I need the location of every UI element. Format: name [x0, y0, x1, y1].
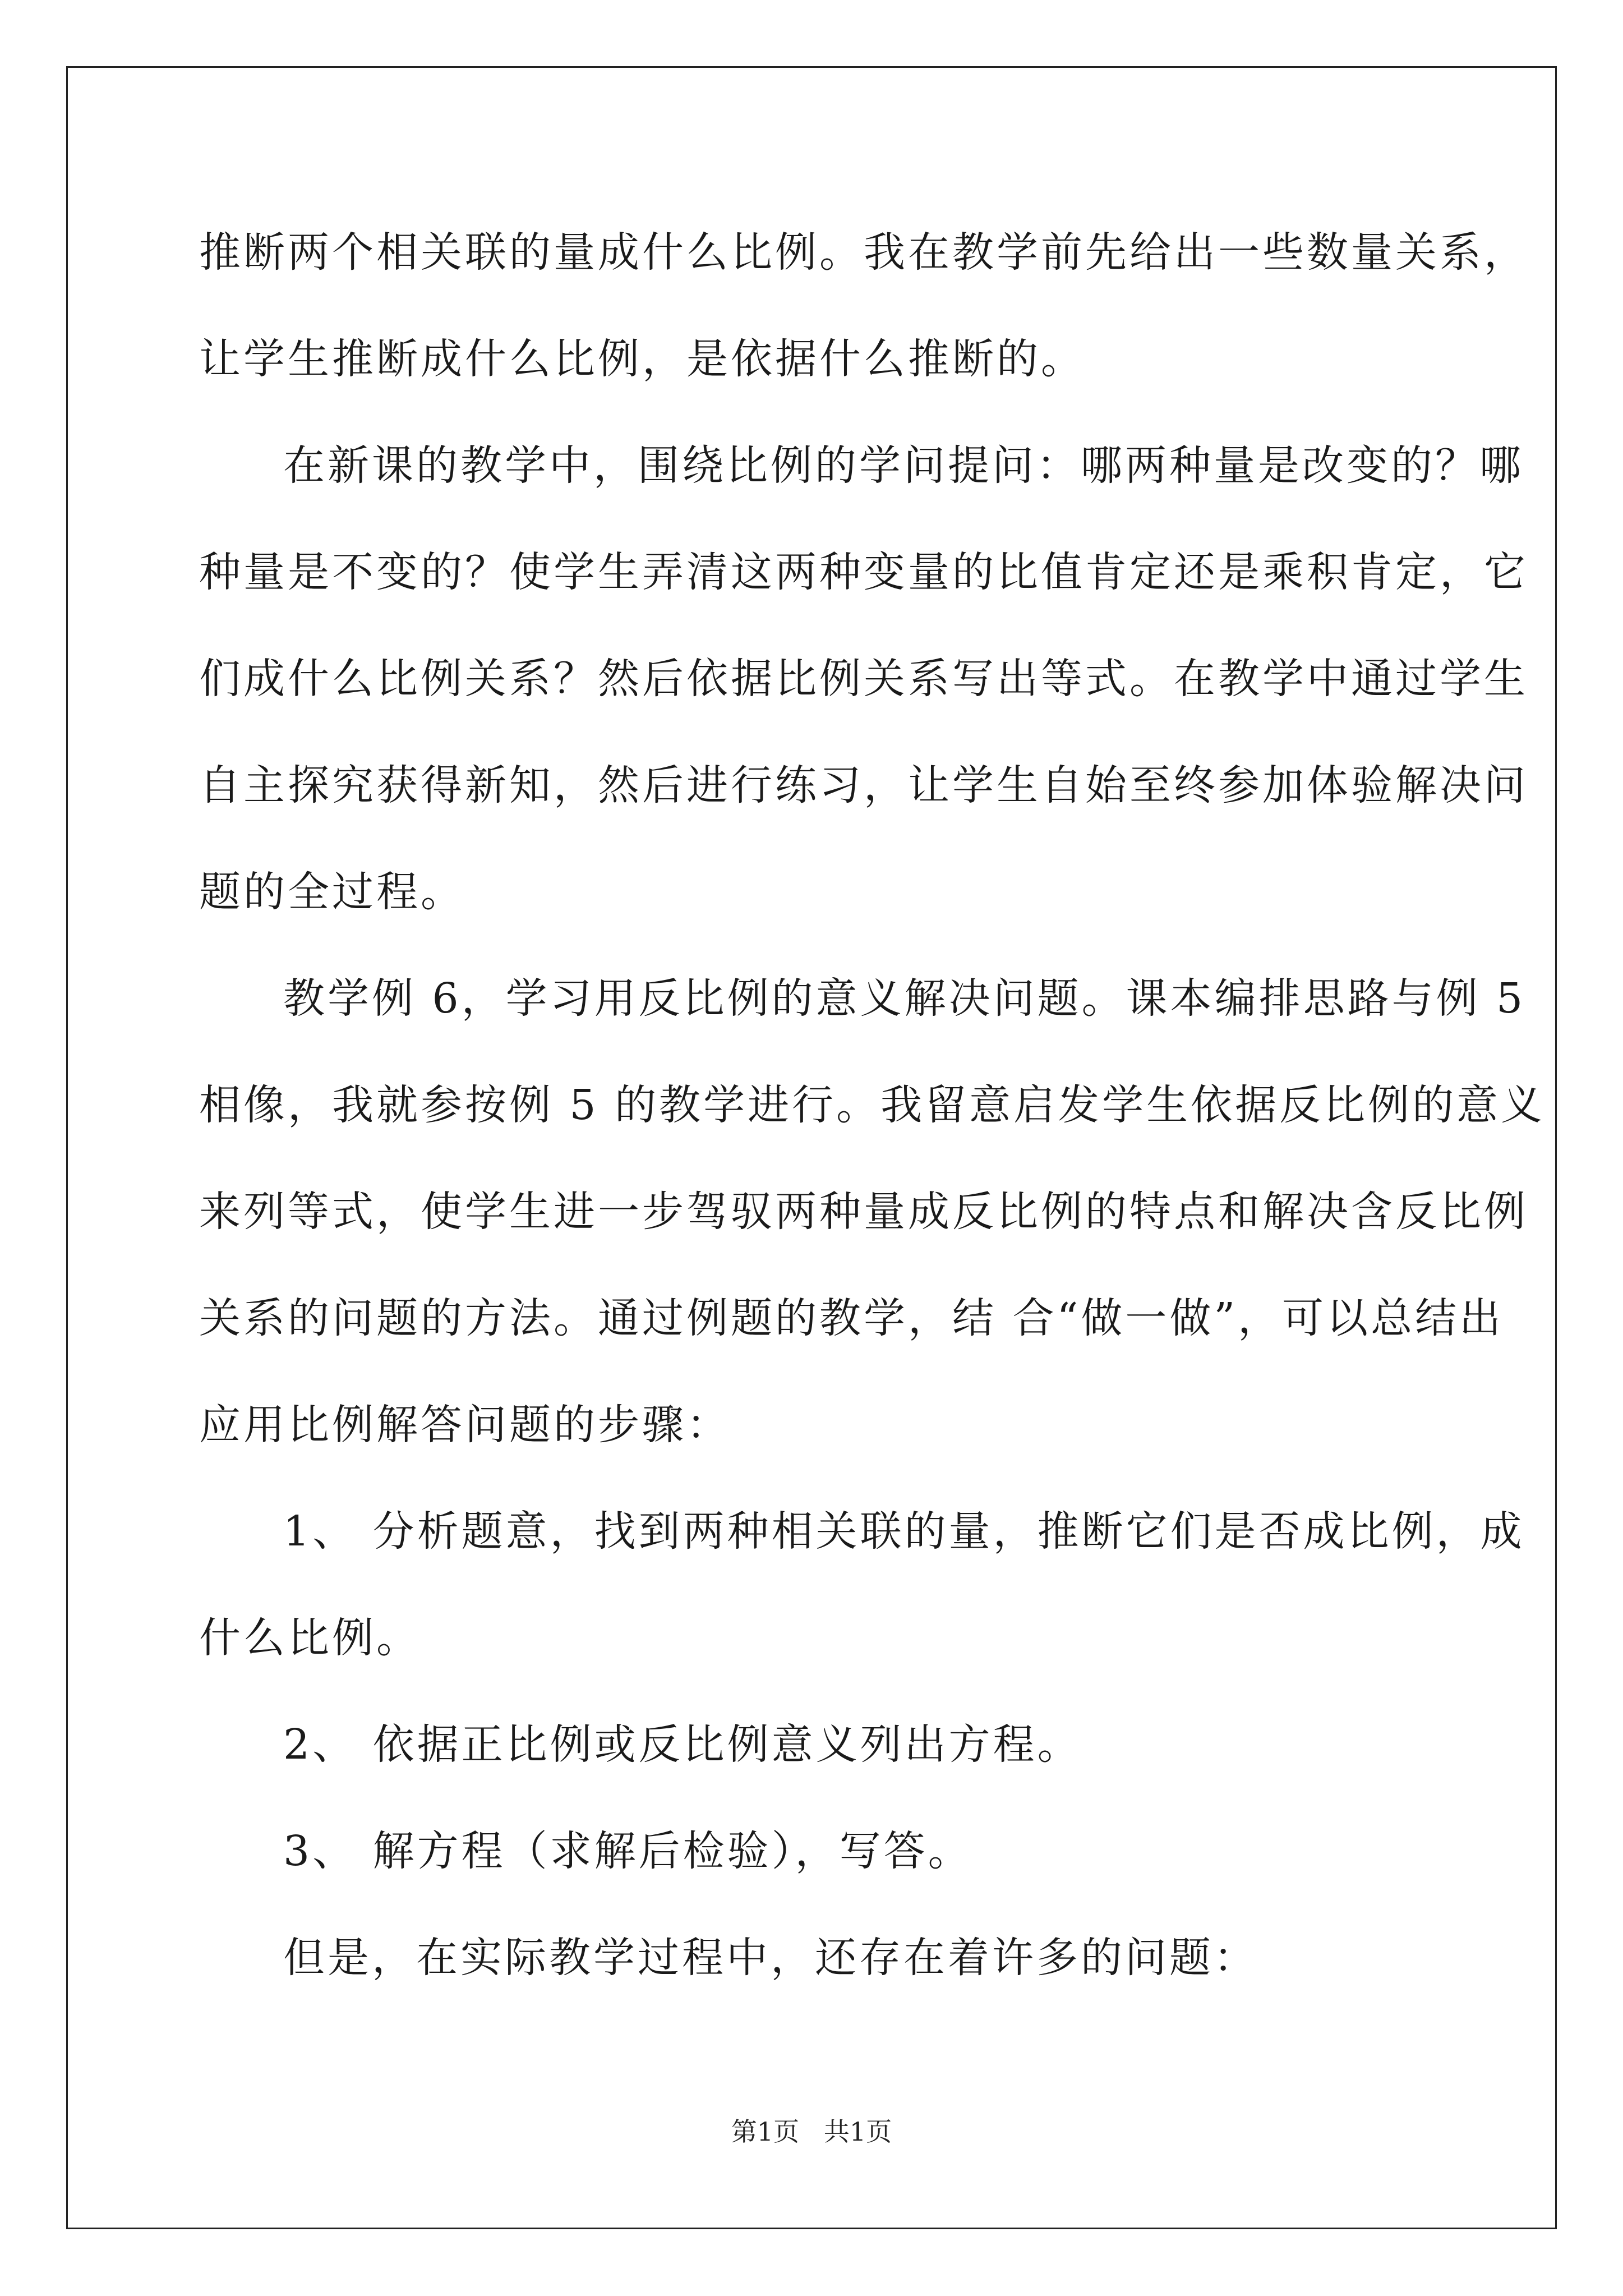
text-line-2: 让学生推断成什么比例，是依据什么推断的。 [199, 335, 1085, 383]
document-body [199, 199, 1546, 2011]
text-line-11: 关系的问题的方法。通过例题的教学，结 合“做一做”，可以总结出 [199, 1294, 1504, 1342]
text-line-12: 应用比例解答问题的步骤： [199, 1401, 731, 1449]
text-line-3: 在新课的教学中，围绕比例的学问提问：哪两种量是改变的？哪 [283, 441, 1524, 490]
text-line-16: 3、 解方程（求解后检验），写答。 [283, 1827, 972, 1875]
text-line-14: 什么比例。 [199, 1614, 421, 1662]
text-line-4: 种量是不变的？使学生弄清这两种变量的比值肯定还是乘积肯定，它 [199, 548, 1528, 596]
text-line-1: 推断两个相关联的量成什么比例。我在教学前先给出一些数量关系， [199, 228, 1528, 277]
text-line-8: 教学例 6，学习用反比例的意义解决问题。课本编排思路与例 5 [283, 974, 1526, 1023]
text-line-13: 1、 分析题意，找到两种相关联的量，推断它们是否成比例，成 [283, 1507, 1525, 1556]
text-line-7: 题的全过程。 [199, 868, 465, 916]
text-line-9: 相像，我就参按例 5 的教学进行。我留意启发学生依据反比例的意义 [199, 1081, 1546, 1129]
page-footer: 第1页 共1页 [731, 2116, 892, 2147]
text-line-5: 们成什么比例关系？然后依据比例关系写出等式。在教学中通过学生 [199, 655, 1528, 703]
text-line-15: 2、 依据正比例或反比例意义列出方程。 [283, 1720, 1082, 1769]
text-line-10: 来列等式，使学生进一步驾驭两种量成反比例的特点和解决含反比例 [199, 1188, 1528, 1236]
text-line-17: 但是，在实际教学过程中，还存在着许多的问题： [283, 1934, 1258, 1982]
text-line-6: 自主探究获得新知，然后进行练习，让学生自始至终参加体验解决问 [199, 761, 1528, 809]
